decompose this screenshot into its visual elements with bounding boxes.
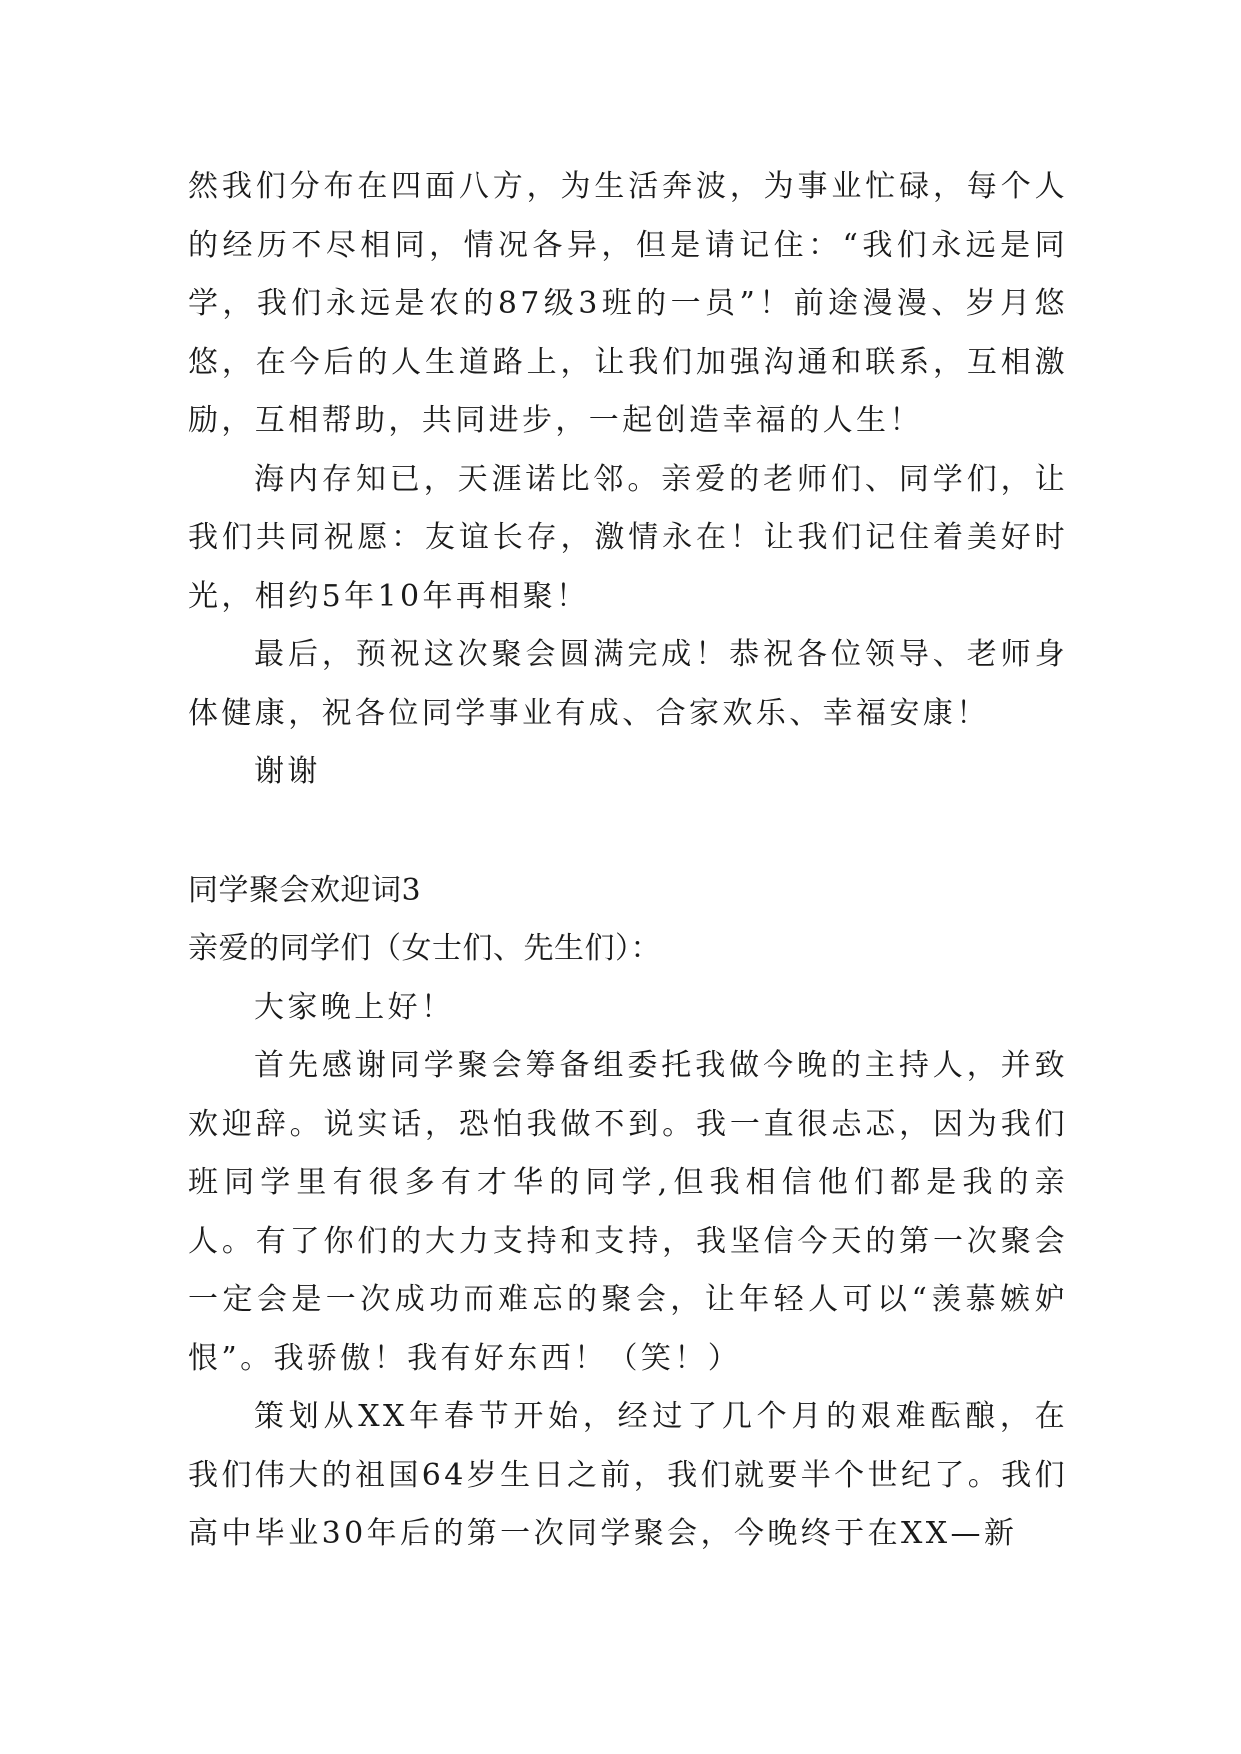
salutation: 亲爱的同学们（女士们、先生们）：: [188, 931, 661, 966]
thanks-line: 谢谢: [254, 754, 321, 789]
section-title: 同学聚会欢迎词3: [188, 872, 422, 908]
paragraph-final-wishes: 最后，预祝这次聚会圆满完成！恭祝各位领导、老师身体健康，祝各位同学事业有成、合家欢乐、幸福安康！: [188, 637, 1068, 731]
paragraph-planning: 策划从XX年春节开始，经过了几个月的艰难酝酿，在我们伟大的祖国64岁生日之前，我们就要半个世纪了。我们高中毕业30年后的第一次同学聚会，今晚终于在XX—新: [188, 1399, 1068, 1551]
section-gap: [188, 802, 1068, 862]
document-page: [188, 158, 1068, 1564]
paragraph-continuation: 然我们分布在四面八方，为生活奔波，为事业忙碌，每个人的经历不尽相同，情况各异，但是请记住：“我们永远是同学，我们永远是农的87级3班的一员”！前途漫漫、岁月悠悠，在今后的人生道路上，让我们加强沟通和联系，互相激励，互相帮助，共同进步，一起创造幸福的人生！: [188, 169, 1068, 438]
greeting: 大家晚上好！: [254, 989, 455, 1025]
paragraph-friendship: 海内存知已，天涯诺比邻。亲爱的老师们、同学们，让我们共同祝愿：友谊长存，激情永在！让我们记住着美好时光，相约5年10年再相聚！: [188, 461, 1068, 614]
paragraph-host: 首先感谢同学聚会筹备组委托我做今晚的主持人，并致欢迎辞。说实话，恐怕我做不到。我一直很忐忑，因为我们班同学里有很多有才华的同学,但我相信他们都是我的亲人。有了你们的大力支持和支持，我坚信今天的第一次聚会一定会是一次成功而难忘的聚会，让年轻人可以“羡慕嫉妒恨”。我骄傲！我有好东西！（笑！）: [188, 1048, 1068, 1376]
